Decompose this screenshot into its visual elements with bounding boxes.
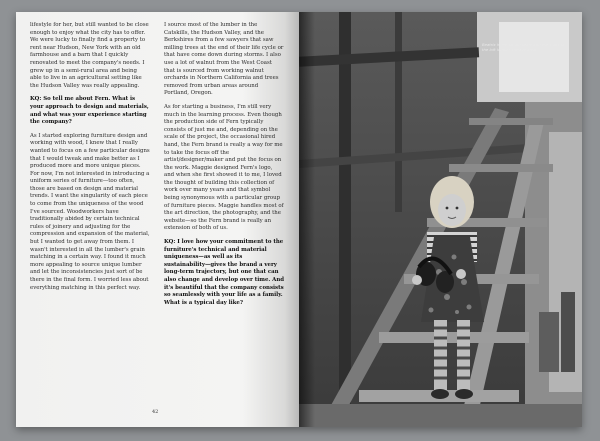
left-page <box>16 12 299 427</box>
photo-caption: Beatrix in the studio seated on the stairs to the loft lumber storage area. <box>482 42 565 52</box>
text-column-2 <box>164 22 284 313</box>
right-page <box>299 12 582 427</box>
page-number: 42 <box>152 409 159 415</box>
interview-question: KQ: So tell me about Fern. What is your approach to design and materials, and what was your experience starting the company? <box>30 96 149 126</box>
paragraph: As I started exploring furniture design and working with wood, I knew that I really wanted to focus on a few particular designs that I would tweak and make better as I produced more and more unique pieces. For now, I'm not interested in introducing a uniform series of furniture—too often, those are based on design and material trends. I want the singularity of each piece to come from the uniqueness of the wood I've sourced. Woodworkers have traditionally abided by certain technical rules of joinery and adjusting for the compression and expansion of the material, but I wanted to get away from them. I wasn't interested in all the lumber's grain matching in a certain way. I found it much more appealing to source unique lumber and let the inconsistencies just sort of be there in the final form. I worried less about everything matching in this perfect way. <box>30 132 150 291</box>
magazine-spread <box>16 12 582 427</box>
paragraph: I source most of the lumber in the Catskills, the Hudson Valley, and the Berkshires from a few sawyers that saw milling trees at the end of their life cycle or that have come down during storms. I also use a lot of walnut from the West Coast that is sourced from working walnut orchards in Northern California and trees removed from urban areas around Portland, Oregon. <box>164 22 284 97</box>
text-column-1 <box>30 22 150 298</box>
paragraph: As for starting a business, I'm still very much in the learning process. Even though the production side of Fern typically consists of just me and, depending on the scale of the project, the occasional hired hand, the Fern brand is really a way for me to take the focus off the artist/designer/maker and put the focus on the work. Maggie designed Fern's logo, and when she first showed it to me, I loved the thought of building this collection of work over many years and that symbol being synonymous with a particular group of furniture pieces. Maggie handles most of the art direction, the photography, and the website—so the Fern brand is really an extension of both of us. <box>164 103 284 232</box>
photo-girl-on-stairs <box>299 12 582 427</box>
paragraph: lifestyle for her, but still wanted to be close enough to enjoy what the city has to offer. We were lucky to finally find a property to rent near Hudson, New York with an old farmhouse and a barn that I quickly renovated to meet the company's needs. I grew up in a semi-rural area and being able to live in an agricultural setting like the Hudson Valley was really appealing. <box>30 22 149 89</box>
interview-question: KQ: I love how your commitment to the furniture's technical and material uniqueness—as well as its sustainability—gives the brand a very long-term trajectory, but one that can also change and develop over time. And it's beautiful that the company consists so seamlessly with your life as a family. What is a typical day like? <box>164 239 285 306</box>
